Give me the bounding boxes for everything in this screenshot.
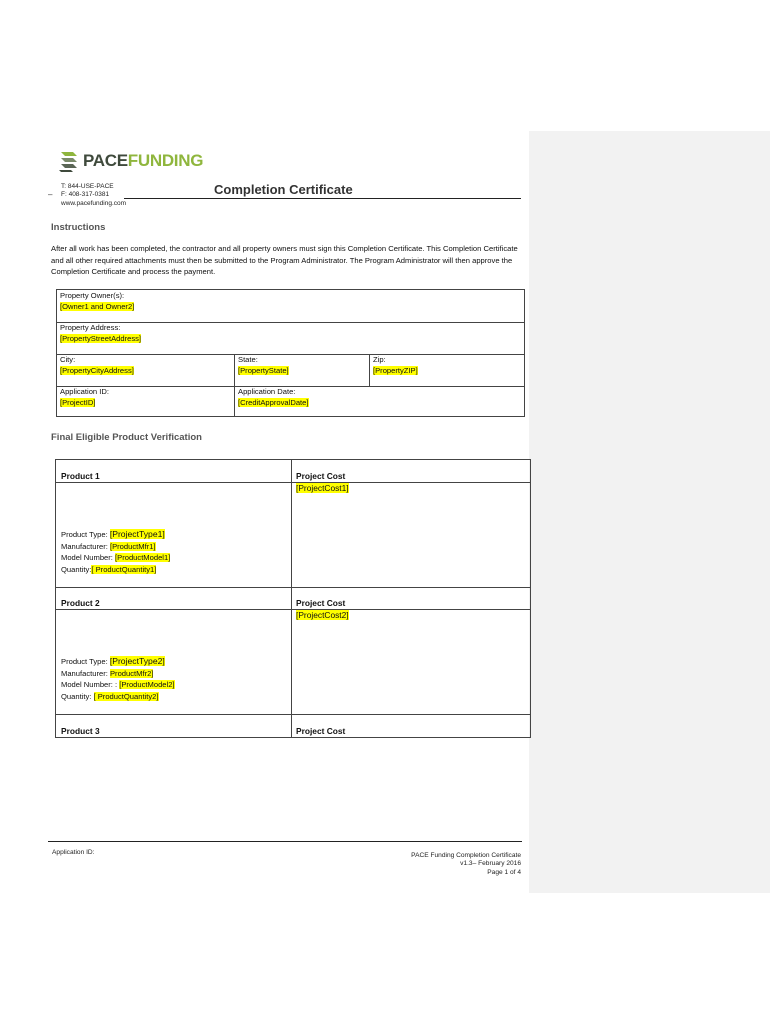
city-field[interactable]: [PropertyCityAddress]	[60, 365, 134, 375]
product-1-cost-label: Project Cost	[296, 471, 346, 481]
product-1-type-label: Product Type:	[61, 530, 110, 539]
footer-info	[411, 852, 521, 877]
product-1-cost-field[interactable]: [ProjectCost1]	[296, 483, 349, 493]
product-column-divider	[291, 460, 292, 738]
product-3-title: Product 3	[61, 726, 100, 736]
property-table	[56, 289, 525, 417]
product-2-bottom	[56, 714, 530, 715]
product-2-type-label: Product Type:	[61, 657, 110, 666]
product-1-divider	[56, 482, 530, 483]
footer-doc-name: PACE Funding Completion Certificate	[411, 852, 521, 859]
product-2-cost-field[interactable]: [ProjectCost2]	[296, 610, 349, 620]
product-2-divider	[56, 609, 530, 610]
property-owner-row	[57, 290, 524, 323]
product-1-bottom	[56, 587, 530, 588]
product-3-cost-label: Project Cost	[296, 726, 346, 736]
product-2-mfr-field[interactable]: ProductMfr2]	[109, 668, 154, 678]
product-2-model-field[interactable]: [ProductModel2]	[119, 680, 175, 689]
state-label: State:	[238, 355, 258, 364]
contact-web: www.pacefunding.com	[61, 199, 127, 207]
product-1-type-field[interactable]: [ProjectType1]	[109, 529, 165, 539]
footer-application-id: Application ID:	[52, 849, 95, 856]
state-field[interactable]: [PropertyState]	[238, 365, 289, 375]
logo-text-funding: FUNDING	[127, 151, 204, 170]
city-label: City:	[60, 355, 76, 364]
pacefunding-logo-icon	[58, 150, 80, 172]
logo-text-pace: PACE	[83, 151, 128, 170]
header-dash: –	[48, 190, 53, 199]
application-date-label: Application Date:	[238, 387, 296, 396]
application-id-label: Application ID:	[60, 387, 109, 396]
property-location-row	[57, 354, 524, 387]
product-2-details	[61, 656, 175, 702]
footer-page-number: Page 1 of 4	[487, 868, 521, 876]
footer-rule	[48, 841, 522, 842]
application-date-field[interactable]: [CreditApprovalDate]	[238, 397, 309, 407]
product-2-model-label: Model Number: :	[61, 680, 120, 689]
product-1-model-label: Model Number:	[61, 553, 116, 562]
comment-pane	[529, 131, 770, 893]
product-2-type-field[interactable]: [ProjectType2]	[109, 656, 165, 666]
instructions-heading: Instructions	[51, 222, 106, 233]
product-1-qty-label: Quantity:	[61, 564, 92, 574]
footer-version: v1.3– February 2016	[460, 860, 521, 868]
header-rule	[124, 198, 521, 199]
property-address-label: Property Address:	[60, 323, 121, 332]
product-2-qty-field[interactable]: [ ProductQuantity2]	[93, 691, 159, 701]
product-table	[55, 459, 531, 738]
product-2-mfr-label: Manufacturer:	[61, 668, 110, 678]
property-address-row	[57, 322, 524, 355]
product-1-qty-field[interactable]: [ ProductQuantity1]	[91, 564, 157, 574]
property-address-field[interactable]: [PropertyStreetAddress]	[60, 333, 142, 343]
property-owner-field[interactable]: [Owner1 and Owner2]	[60, 301, 135, 311]
application-row	[57, 386, 524, 416]
verification-heading: Final Eligible Product Verification	[51, 432, 202, 443]
product-1-model-field[interactable]: [ProductModel1]	[115, 553, 171, 562]
product-2-cost-label: Project Cost	[296, 598, 346, 608]
instructions-text: After all work has been completed, the contractor and all property owners must sign this Completion Certificate. This Completion Certificate and all other required attachments must then be submitted to the Program Administrator. The Program Administrator will then approve the Completion Certificate and process the payment.	[51, 244, 518, 277]
product-1-details	[61, 529, 170, 575]
product-1-title: Product 1	[61, 471, 100, 481]
document-title: Completion Certificate	[214, 182, 353, 197]
property-owner-label: Property Owner(s):	[60, 291, 125, 300]
product-1-mfr-label: Manufacturer:	[61, 541, 110, 551]
pacefunding-logo	[58, 148, 203, 174]
contact-phone: T: 844-USE-PACE	[61, 183, 114, 190]
zip-field[interactable]: [PropertyZIP]	[373, 365, 418, 375]
product-1-mfr-field[interactable]: [ProductMfr1]	[109, 541, 156, 551]
contact-fax: F: 408-317-0381	[61, 191, 110, 199]
zip-label: Zip:	[373, 355, 386, 364]
contact-block	[61, 183, 126, 208]
product-2-title: Product 2	[61, 598, 100, 608]
product-2-qty-label: Quantity:	[61, 691, 94, 701]
application-id-field[interactable]: [ProjectID]	[60, 397, 96, 407]
